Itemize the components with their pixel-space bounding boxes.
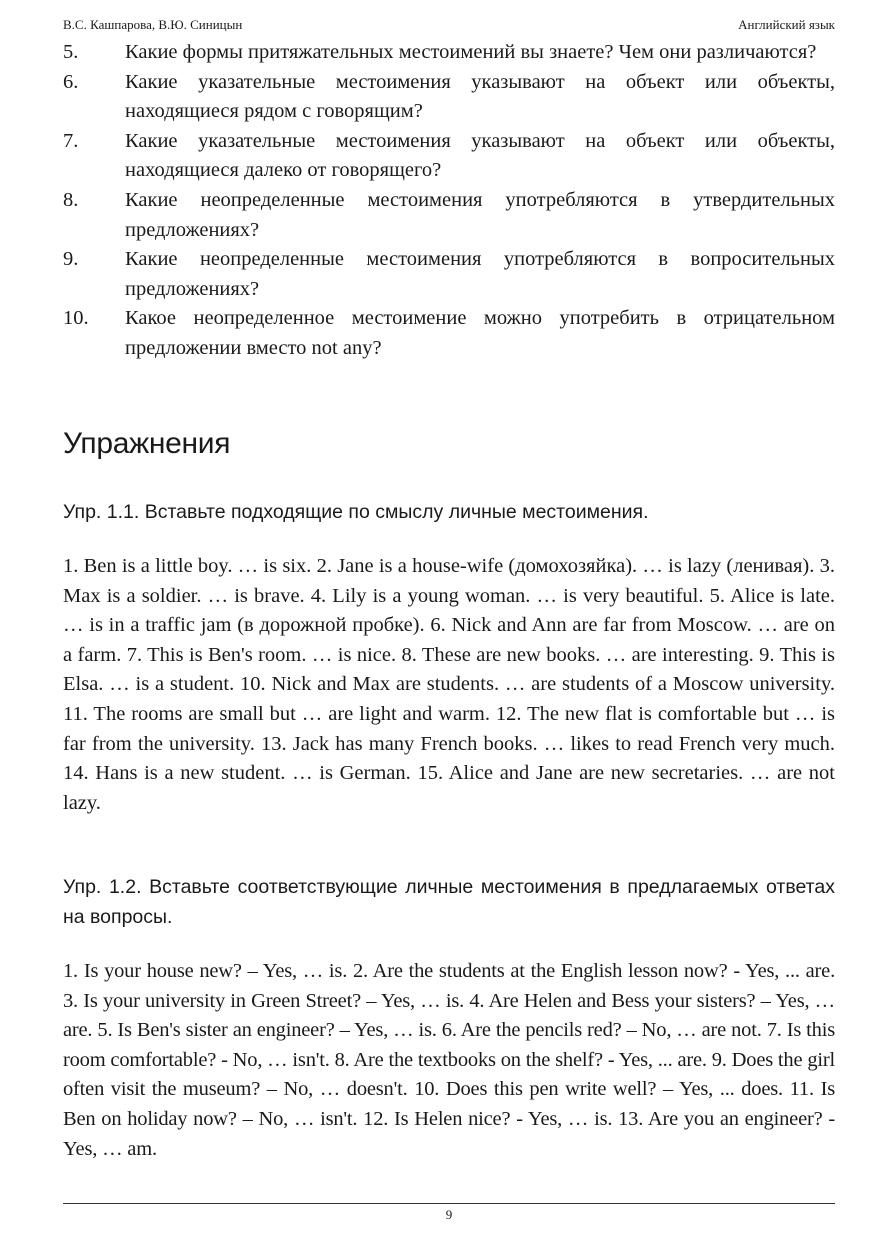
running-header bbox=[63, 17, 835, 33]
review-questions-list bbox=[63, 38, 835, 364]
question-number: 9. bbox=[63, 248, 79, 271]
header-subject: Английский язык bbox=[738, 17, 835, 32]
question-number: 5. bbox=[63, 41, 79, 63]
question-text: Какие неопределенные местоимения употребляются в утвердительных предложениях? bbox=[125, 188, 835, 241]
question-text: Какие указательные местоимения указывают на объект или объекты, находящиеся далеко от говорящего? bbox=[125, 129, 835, 182]
question-item bbox=[63, 304, 835, 363]
question-text: Какие неопределенные местоимения употребляются в вопросительных предложениях? bbox=[125, 248, 835, 300]
exercise-2-task: Упр. 1.2. Вставьте соответствующие личные местоимения в предлагаемых ответах на вопросы. bbox=[63, 876, 835, 928]
question-number: 6. bbox=[63, 70, 79, 93]
question-text: Какие указательные местоимения указывают на объект или объекты, находящиеся рядом с говорящим? bbox=[125, 70, 835, 123]
question-item bbox=[63, 127, 835, 186]
question-text: Какое неопределенное местоимение можно употребить в отрицательном предложении вместо not any? bbox=[125, 307, 835, 359]
page-number: 9 bbox=[445, 1207, 453, 1222]
question-item bbox=[63, 68, 835, 127]
question-item bbox=[63, 245, 835, 304]
exercise-2-body: 1. Is your house new? – Yes, … is. 2. Are the students at the English lesson now? - Yes, ... are. 3. Is your university in Green Street? – Yes, … is. 4. Are Helen and Bess your sisters? – Yes, … are. 5. Is Ben's sister an engineer? – Yes, … is. 6. Are the pencils red? – No, … are not. 7. Is this room comfortable? - No, … isn't. 8. Are the textbooks on the shelf? - Yes, ... are. 9. Does the girl often visit the museum? – No, … doesn't. 10. Does this pen write well? – Yes, ... does. 11. Is Ben on holiday now? – No, … isn't. 12. Is Helen nice? - Yes, … is. 13. Are you an engineer? - Yes, … am. bbox=[63, 960, 835, 1160]
header-authors: В.С. Кашпарова, В.Ю. Синицын bbox=[63, 17, 243, 32]
footer-divider bbox=[63, 1203, 835, 1204]
question-number: 7. bbox=[63, 129, 79, 152]
exercise-1-task: Упр. 1.1. Вставьте подходящие по смыслу личные местоимения. bbox=[63, 501, 649, 523]
question-item bbox=[63, 38, 835, 68]
section-heading: Упражнения bbox=[63, 427, 231, 460]
question-number: 8. bbox=[63, 188, 79, 211]
question-text: Какие формы притяжательных местоимений вы знаете? Чем они различаются? bbox=[125, 41, 817, 63]
exercise-1-body: 1. Ben is a little boy. … is six. 2. Jane is a house-wife (домохозяйка). … is lazy (ленивая). 3. Max is a soldier. … is brave. 4. Lily is a young woman. … is very beautiful. 5. Alice is late. … is in a traffic jam (в дорожной пробке). 6. Nick and Ann are far from Moscow. … are on a farm. 7. This is Ben's room. … is nice. 8. These are new books. … are interesting. 9. This is Elsa. … is a student. 10. Nick and Max are students. … are students of a Moscow university. 11. The rooms are small but … are light and warm. 12. The new flat is comfortable but … is far from the university. 13. Jack has many French books. … likes to read French very much. 14. Hans is a new student. … is German. 15. Alice and Jane are new secretaries. … are not lazy. bbox=[63, 555, 835, 814]
question-number: 10. bbox=[63, 307, 89, 330]
question-item bbox=[63, 186, 835, 245]
